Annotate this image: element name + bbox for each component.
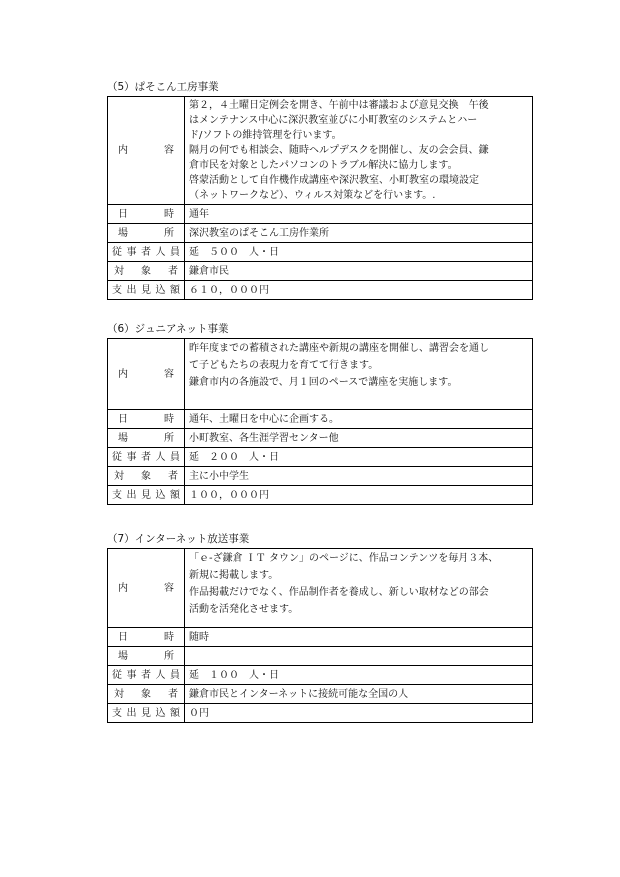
content-value bbox=[185, 97, 533, 205]
content-line: 啓蒙活動として自作機作成講座や深沢教室、小町教室の環境設定 bbox=[189, 175, 479, 186]
content-line: 「ｅ-ざ鎌倉 ＩＴ タウン」のページに、作品コンテンツを毎月３本、 bbox=[189, 553, 499, 564]
section-title: （5）ぱそこん工房事業 bbox=[107, 81, 219, 93]
target-row bbox=[108, 467, 533, 486]
row-value: 随時 bbox=[185, 628, 533, 647]
content-row bbox=[108, 97, 533, 205]
budget-row bbox=[108, 281, 533, 300]
row-label: 場 所 bbox=[108, 647, 185, 666]
place-row bbox=[108, 647, 533, 666]
row-label: 対 象 者 bbox=[108, 262, 185, 281]
staff-row bbox=[108, 666, 533, 685]
row-label: 支出見込額 bbox=[108, 486, 185, 505]
content-line: （ネットワークなど）、ウィルス対策などを行います。. bbox=[189, 190, 436, 201]
row-value: 通年 bbox=[185, 205, 533, 224]
section-title: （7）インターネット放送事業 bbox=[107, 533, 250, 545]
content-label: 内 容 bbox=[108, 549, 185, 628]
row-value: 延 １００ 人・日 bbox=[185, 666, 533, 685]
content-line: 倉市民を対象としたパソコンのトラブル解決に協力します。 bbox=[189, 160, 458, 171]
row-value: 延 ２００ 人・日 bbox=[185, 448, 533, 467]
row-label: 対 象 者 bbox=[108, 685, 185, 704]
content-line: 隔月の何でも相談会、随時ヘルプデスクを開催し、友の会会員、鎌 bbox=[189, 145, 489, 156]
staff-row bbox=[108, 243, 533, 262]
row-value: ６１０，０００円 bbox=[185, 281, 533, 300]
row-label: 日 時 bbox=[108, 205, 185, 224]
budget-row bbox=[108, 704, 533, 723]
row-label: 日 時 bbox=[108, 628, 185, 647]
content-value bbox=[185, 549, 533, 628]
section-table bbox=[107, 96, 533, 300]
section-table bbox=[107, 548, 533, 723]
content-line: 昨年度までの蓄積された講座や新規の講座を開催し、講習会を通し bbox=[189, 343, 489, 354]
row-value: 通年、土曜日を中心に企画する。 bbox=[185, 410, 533, 429]
row-label: 支出見込額 bbox=[108, 281, 185, 300]
row-value: 延 ５００ 人・日 bbox=[185, 243, 533, 262]
section-junior-net bbox=[107, 322, 533, 505]
row-value bbox=[185, 647, 533, 666]
section-pasokon-kobo bbox=[107, 80, 533, 300]
date-row bbox=[108, 410, 533, 429]
section-internet-broadcast bbox=[107, 532, 533, 723]
row-value: 鎌倉市民とインターネットに接続可能な全国の人 bbox=[185, 685, 533, 704]
content-label: 内 容 bbox=[108, 339, 185, 410]
row-label: 場 所 bbox=[108, 224, 185, 243]
row-label: 日 時 bbox=[108, 410, 185, 429]
content-line: て子どもたちの表現力を育てて行きます。 bbox=[189, 360, 379, 371]
row-label: 従事者人員 bbox=[108, 448, 185, 467]
content-line: 第２，４土曜日定例会を開き、午前中は審議および意見交換 午後 bbox=[189, 100, 489, 111]
staff-row bbox=[108, 448, 533, 467]
content-line: 鎌倉市内の各施設で、月１回のペースで講座を実施します。 bbox=[189, 377, 458, 388]
content-row bbox=[108, 339, 533, 410]
budget-row bbox=[108, 486, 533, 505]
content-value bbox=[185, 339, 533, 410]
row-value: 深沢教室のぱそこん工房作業所 bbox=[185, 224, 533, 243]
target-row bbox=[108, 262, 533, 281]
row-label: 支出見込額 bbox=[108, 704, 185, 723]
row-label: 従事者人員 bbox=[108, 666, 185, 685]
section-title: （6）ジュニアネット事業 bbox=[107, 323, 229, 335]
row-label: 場 所 bbox=[108, 429, 185, 448]
row-value: 主に小中学生 bbox=[185, 467, 533, 486]
date-row bbox=[108, 628, 533, 647]
place-row bbox=[108, 429, 533, 448]
section-table bbox=[107, 338, 533, 505]
place-row bbox=[108, 224, 533, 243]
content-line: 新規に掲載します。 bbox=[189, 570, 279, 581]
row-value: 鎌倉市民 bbox=[185, 262, 533, 281]
row-label: 従事者人員 bbox=[108, 243, 185, 262]
content-line: はメンテナンス中心に深沢教室並びに小町教室のシステムとハー bbox=[189, 115, 478, 126]
content-line: ド/ソフトの維持管理を行います。 bbox=[189, 130, 342, 141]
content-line: 作品掲載だけでなく、作品制作者を養成し、新しい取材などの部会 bbox=[189, 587, 489, 598]
content-line: 活動を活発化させます。 bbox=[189, 604, 299, 615]
row-value: 小町教室、各生涯学習センター他 bbox=[185, 429, 533, 448]
row-label: 対 象 者 bbox=[108, 467, 185, 486]
target-row bbox=[108, 685, 533, 704]
row-value: ０円 bbox=[185, 704, 533, 723]
content-label: 内 容 bbox=[108, 97, 185, 205]
date-row bbox=[108, 205, 533, 224]
row-value: １００，０００円 bbox=[185, 486, 533, 505]
content-row bbox=[108, 549, 533, 628]
